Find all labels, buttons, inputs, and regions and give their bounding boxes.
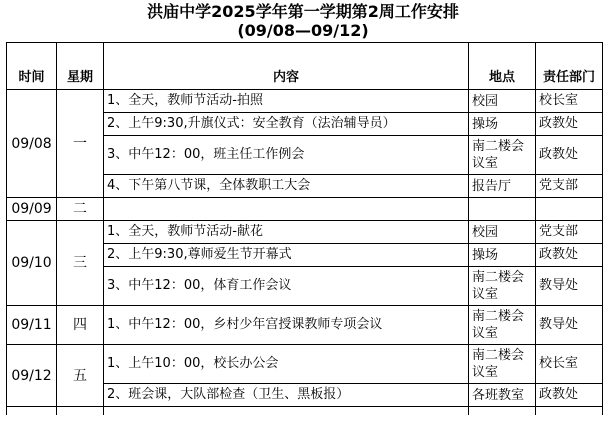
empty-cell (7, 407, 57, 416)
header-date: 时间 (7, 43, 57, 90)
dept-cell (536, 198, 603, 221)
place-cell (469, 198, 536, 221)
dept-cell: 政教处 (536, 136, 603, 175)
table-continuation-row (7, 407, 603, 416)
place-cell: 操场 (469, 244, 536, 267)
place-cell: 操场 (469, 113, 536, 136)
table-row (7, 221, 603, 244)
table-row (7, 198, 603, 221)
empty-cell (104, 407, 469, 416)
dept-cell: 政教处 (536, 244, 603, 267)
table-row (7, 345, 603, 384)
content-cell: 1、全天，教师节活动-拍照 (104, 90, 469, 113)
table-row (7, 306, 603, 345)
place-cell: 各班教室 (469, 384, 536, 407)
header-content: 内容 (104, 43, 469, 90)
content-cell: 1、上午10：00，校长办公会 (104, 345, 469, 384)
content-cell: 3、中午12：00，班主任工作例会 (104, 136, 469, 175)
content-cell: 2、上午9:30,尊师爱生节开幕式 (104, 244, 469, 267)
dept-cell: 校长室 (536, 345, 603, 384)
dept-cell: 政教处 (536, 113, 603, 136)
place-cell: 南二楼会议室 (469, 267, 536, 306)
content-cell: 1、中午12：00，乡村少年宫授课教师专项会议 (104, 306, 469, 345)
dept-cell: 校长室 (536, 90, 603, 113)
date-cell: 09/08 (7, 90, 57, 198)
table-row (7, 90, 603, 113)
place-cell: 校园 (469, 90, 536, 113)
weekday-cell: 二 (57, 198, 104, 221)
page-title: 洪庙中学2025学年第一学期第2周工作安排 (147, 2, 459, 21)
dept-cell: 教导处 (536, 267, 603, 306)
empty-cell (57, 407, 104, 416)
place-cell: 南二楼会议室 (469, 306, 536, 345)
date-cell: 09/09 (7, 198, 57, 221)
date-cell: 09/12 (7, 345, 57, 407)
dept-cell: 教导处 (536, 306, 603, 345)
empty-cell (469, 407, 536, 416)
content-cell: 1、全天，教师节活动-献花 (104, 221, 469, 244)
header-dept: 责任部门 (536, 43, 603, 90)
weekday-cell: 四 (57, 306, 104, 345)
content-cell: 2、上午9:30,升旗仪式：安全教育（法治辅导员） (104, 113, 469, 136)
header-weekday: 星期 (57, 43, 104, 90)
page-subtitle-date-range: (09/08—09/12) (237, 21, 369, 40)
weekday-cell: 一 (57, 90, 104, 198)
table-header-row (7, 43, 603, 90)
date-cell: 09/10 (7, 221, 57, 306)
content-cell: 2、班会课，大队部检查（卫生、黑板报） (104, 384, 469, 407)
empty-cell (536, 407, 603, 416)
content-cell: 3、中午12：00，体育工作会议 (104, 267, 469, 306)
place-cell: 报告厅 (469, 175, 536, 198)
dept-cell: 政教处 (536, 384, 603, 407)
content-cell (104, 198, 469, 221)
weekday-cell: 三 (57, 221, 104, 306)
dept-cell: 党支部 (536, 175, 603, 198)
header-place: 地点 (469, 43, 536, 90)
place-cell: 南二楼会议室 (469, 136, 536, 175)
content-cell: 4、下午第八节课，全体教职工大会 (104, 175, 469, 198)
weekday-cell: 五 (57, 345, 104, 407)
place-cell: 南二楼会议室 (469, 345, 536, 384)
date-cell: 09/11 (7, 306, 57, 345)
dept-cell: 党支部 (536, 221, 603, 244)
place-cell: 校园 (469, 221, 536, 244)
schedule-table (6, 42, 603, 415)
